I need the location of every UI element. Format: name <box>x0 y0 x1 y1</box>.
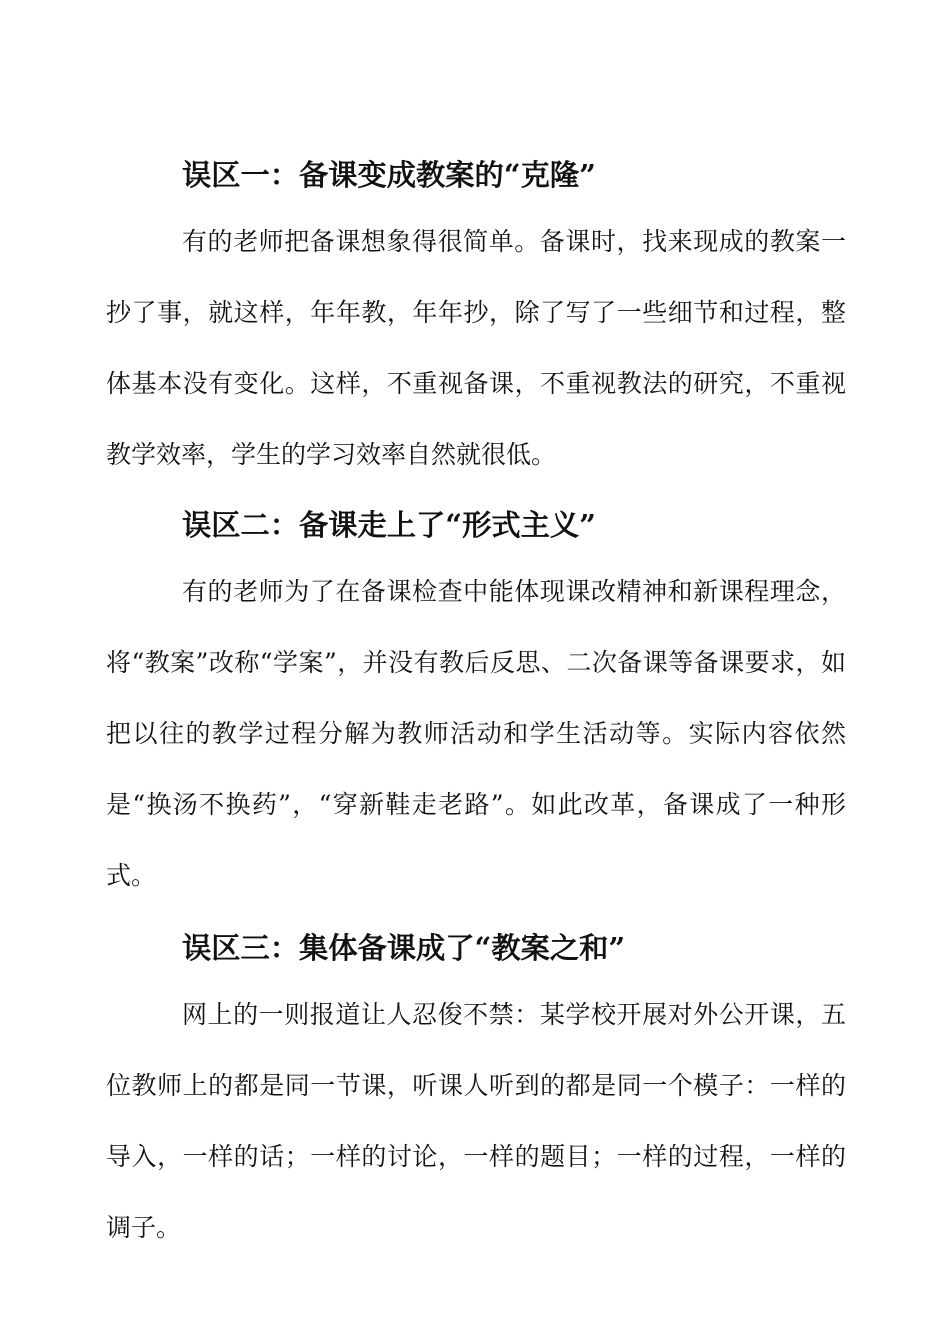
section-heading-1: 误区一：备课变成教案的“克隆” <box>182 158 596 192</box>
section-heading-2: 误区二：备课走上了“形式主义” <box>182 508 596 542</box>
section-paragraph-2: 有的老师为了在备课检查中能体现课改精神和新课程理念，将“教案”改称“学案”，并没有教后反思、二次备课等备课要求，如把以往的教学过程分解为教师活动和学生活动等。实际内容依然是“换汤不换药”，“穿新鞋走老路”。如此改革，备课成了一种形式。 <box>106 577 846 890</box>
section-paragraph-1: 有的老师把备课想象得很简单。备课时，找来现成的教案一抄了事，就这样，年年教，年年抄，除了写了一些细节和过程，整体基本没有变化。这样，不重视备课，不重视教法的研究，不重视教学效率，学生的学习效率自然就很低。 <box>106 227 846 469</box>
section-paragraph-3: 网上的一则报道让人忍俊不禁：某学校开展对外公开课，五位教师上的都是同一节课，听课人听到的都是同一个模子：一样的导入，一样的话；一样的讨论，一样的题目；一样的过程，一样的调子。 <box>106 1000 846 1242</box>
section-heading-3: 误区三：集体备课成了“教案之和” <box>182 931 626 965</box>
document-body <box>106 148 846 1263</box>
